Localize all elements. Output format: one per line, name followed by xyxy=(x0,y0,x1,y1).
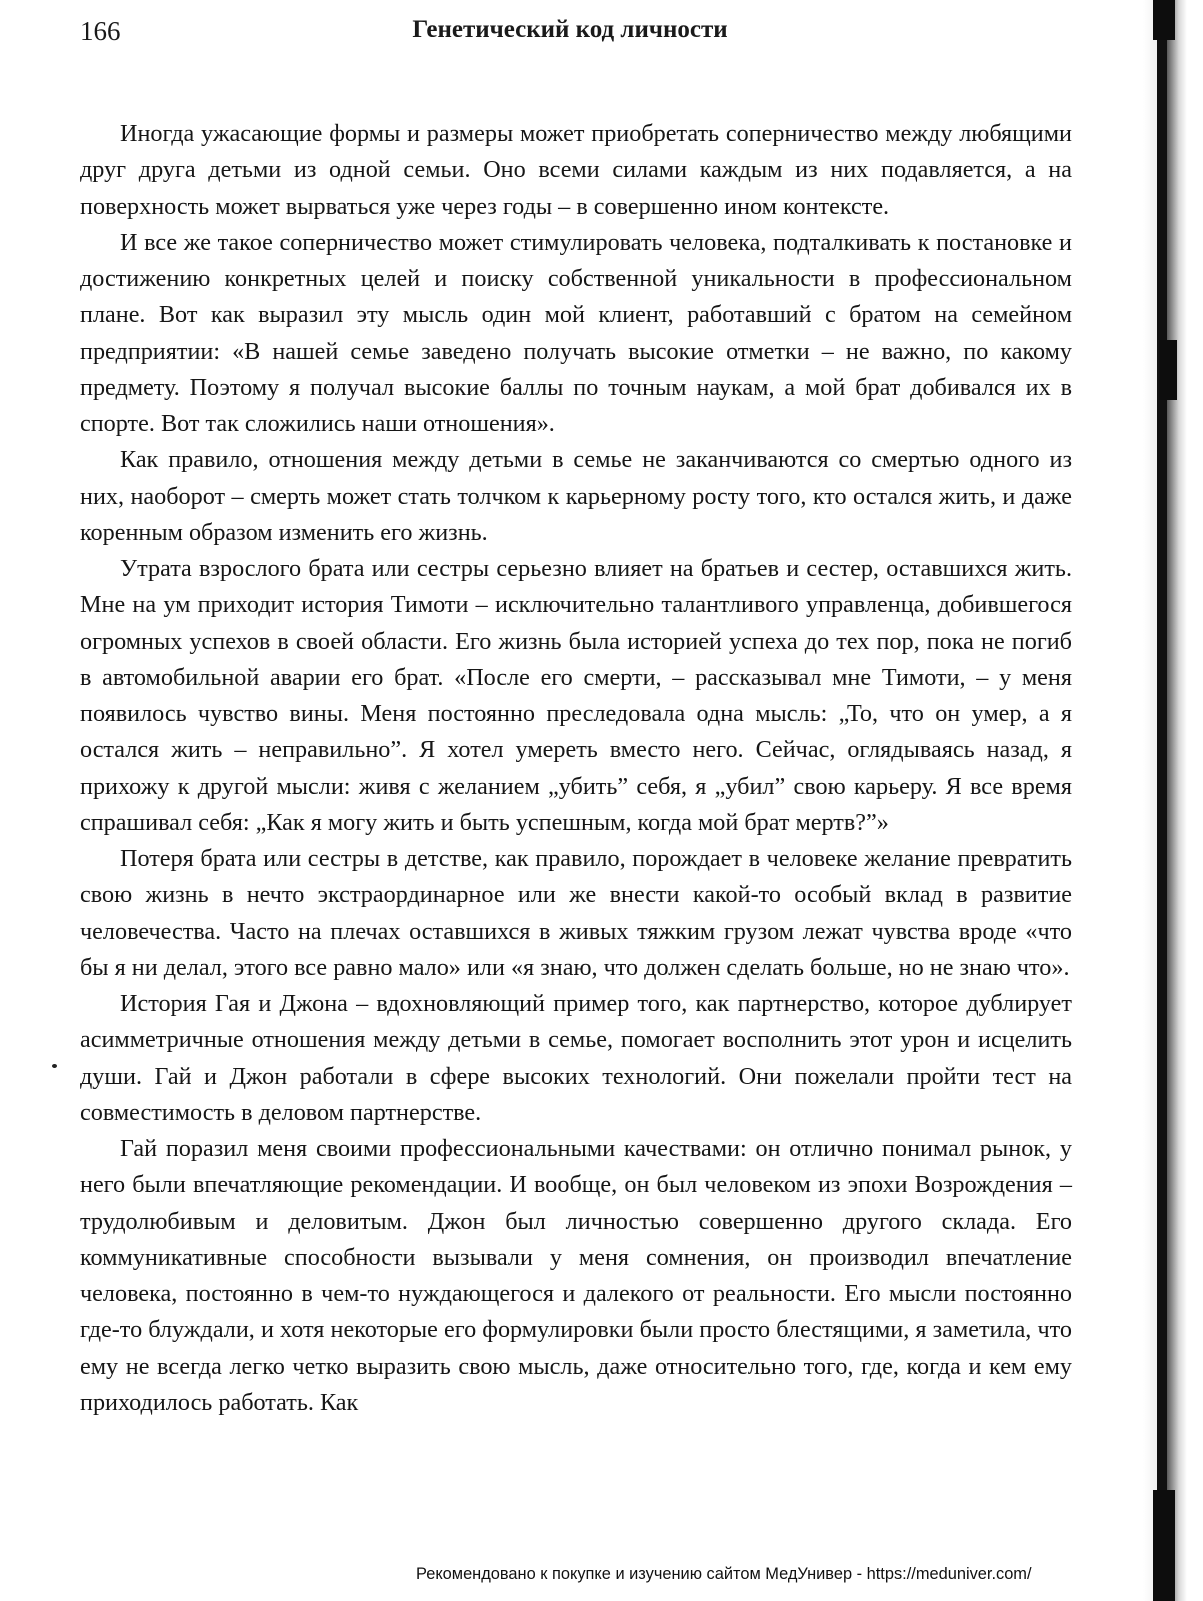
spine-gutter-shadow xyxy=(1143,0,1157,1601)
spine-scan-mark xyxy=(1153,1490,1175,1601)
book-spine-edge xyxy=(1143,0,1203,1601)
paragraph-3: Как правило, отношения между детьми в семье не заканчиваются со смертью одного из них, наоборот – смерть может стать толчком к карьерному росту того, кто остался жить, и даже коренным образом изменить его жизнь. xyxy=(80,446,1072,546)
running-title: Генетический код личности xyxy=(412,16,728,43)
paragraph-4: Утрата взрослого брата или сестры серьезно влияет на братьев и сестер, оставшихся жить. Мне на ум приходит история Тимоти – исключительно талантливого управленца, добившегося огромных успехов в своей области. Его жизнь была историей успеха до тех пор, пока не погиб в автомобильной аварии его брат. «После его смерти, – рассказывал мне Тимоти, – у меня появилось чувство вины. Меня постоянно преследовала одна мысль: „То, что он умер, а я остался жить – неправильно”. Я хотел умереть вместо него. Сейчас, оглядываясь назад, я прихожу к другой мысли: живя с желанием „убить” себя, я „убил” свою карьеру. Я все время спрашивал себя: „Как я могу жить и быть успешным, когда мой брат мертв?”» xyxy=(80,555,1072,836)
spine-dark-edge xyxy=(1157,0,1167,1601)
footer-watermark: Рекомендовано к покупке и изучению сайтом МедУнивер - https://meduniver.com/ xyxy=(416,1565,1032,1583)
page-body xyxy=(80,116,1072,1421)
paragraph-5: Потеря брата или сестры в детстве, как правило, порождает в человеке желание превратить свою жизнь в нечто экстраординарное или же внести какой-то особый вклад в развитие человечества. Часто на плечах оставшихся в живых тяжким грузом лежат чувства вроде «что бы я ни делал, этого все равно мало» или «я знаю, что должен сделать больше, но не знаю что». xyxy=(80,845,1072,981)
spine-scan-mark xyxy=(1159,340,1177,400)
paragraph-7: Гай поразил меня своими профессиональными качествами: он отлично понимал рынок, у него были впечатляющие рекомендации. И вообще, он был человеком из эпохи Возрождения – трудолюбивым и деловитым. Джон был личностью совершенно другого склада. Его коммуникативные способности вызывали у меня сомнения, он производил впечатление человека, постоянно в чем-то нуждающегося и далекого от реальности. Его мысли постоянно где-то блуждали, и хотя некоторые его формулировки были просто блестящими, я заметила, что ему не всегда легко четко выразить свою мысль, даже относительно того, где, когда и кем ему приходилось работать. Как xyxy=(80,1135,1072,1416)
spine-inner-shade xyxy=(1167,0,1187,1601)
paragraph-2: И все же такое соперничество может стимулировать человека, подталкивать к постановке и достижению конкретных целей и поиску собственной уникальности в профессиональном плане. Вот как выразил эту мысль один мой клиент, работавший с братом на семейном предприятии: «В нашей семье заведено получать высокие отметки – не важно, по какому предмету. Поэтому я получал высокие баллы по точным наукам, а мой брат добивался их в спорте. Вот так сложились наши отношения». xyxy=(80,228,1072,437)
spine-scan-mark xyxy=(1153,0,1175,40)
paragraph-6: История Гая и Джона – вдохновляющий пример того, как партнерство, которое дублирует асимметричные отношения между детьми в семье, помогает восполнить этот урон и исцелить души. Гай и Джон работали в сфере высоких технологий. Они пожелали пройти тест на совместимость в деловом партнерстве. xyxy=(80,990,1072,1126)
page-number: 166 xyxy=(80,16,121,46)
paragraph-1: Иногда ужасающие формы и размеры может приобретать соперничество между любящими друг друга детьми из одной семьи. Оно всеми силами каждым из них подавляется, а на поверхность может вырваться уже через годы – в совершенно ином контексте. xyxy=(80,120,1072,220)
scan-speck xyxy=(52,1064,57,1068)
